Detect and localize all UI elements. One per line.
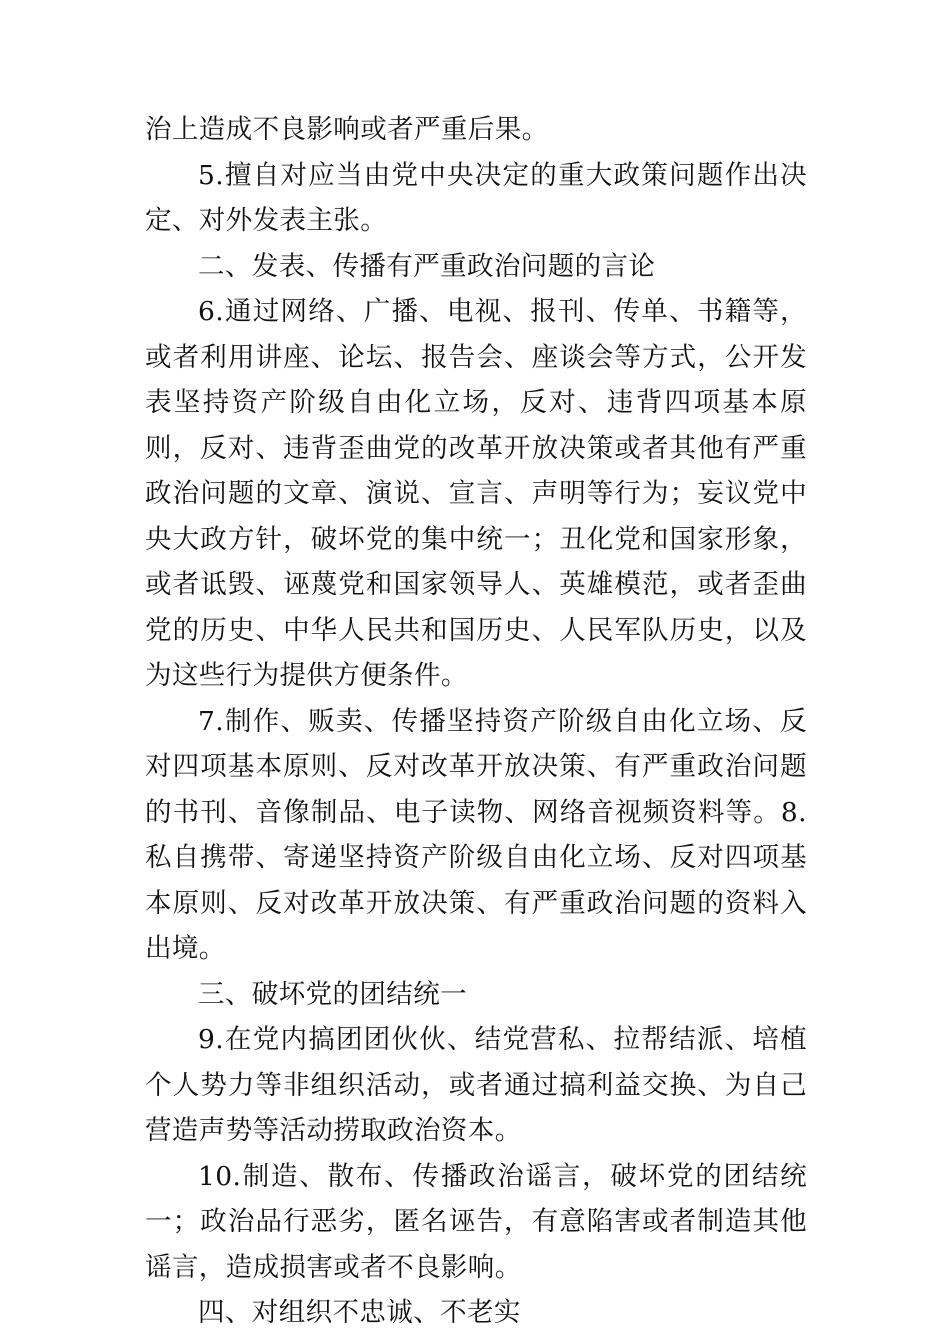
- section-heading-2: 二、发表、传播有严重政治问题的言论: [198, 250, 656, 282]
- paragraph-item-10: 10.制造、散布、传播政治谣言，破坏党的团结统一；政治品行恶劣，匿名诬告，有意陷害或者制造其他谣言，造成损害或者不良影响。: [145, 1160, 807, 1283]
- document-page: [145, 107, 807, 1336]
- section-heading-3: 三、破坏党的团结统一: [198, 978, 467, 1010]
- paragraph-item-9: 9.在党内搞团团伙伙、结党营私、拉帮结派、培植个人势力等非组织活动，或者通过搞利益交换、为自己营造声势等活动捞取政治资本。: [145, 1024, 807, 1146]
- paragraph-item-5: 5.擅自对应当由党中央决定的重大政策问题作出决定、对外发表主张。: [145, 159, 807, 236]
- paragraph-item-6: 6.通过网络、广播、电视、报刊、传单、书籍等，或者利用讲座、论坛、报告会、座谈会等方式，公开发表坚持资产阶级自由化立场，反对、违背四项基本原则，反对、违背歪曲党的改革开放决策或者其他有严重政治问题的文章、演说、宣言、声明等行为；妄议党中央大政方针，破坏党的集中统一；丑化党和国家形象，或者诋毁、诬蔑党和国家领导人、英雄模范，或者歪曲党的历史、中华人民共和国历史、人民军队历史，以及为这些行为提供方便条件。: [145, 296, 807, 691]
- paragraph-item-7-8: 7.制作、贩卖、传播坚持资产阶级自由化立场、反对四项基本原则、反对改革开放决策、有严重政治问题的书刊、音像制品、电子读物、网络音视频资料等。8.私自携带、寄递坚持资产阶级自由化立场、反对四项基本原则、反对改革开放决策、有严重政治问题的资料入出境。: [145, 705, 807, 964]
- section-heading-4: 四、对组织不忠诚、不老实: [198, 1297, 521, 1328]
- paragraph-continuation: 治上造成不良影响或者严重后果。: [145, 114, 549, 145]
